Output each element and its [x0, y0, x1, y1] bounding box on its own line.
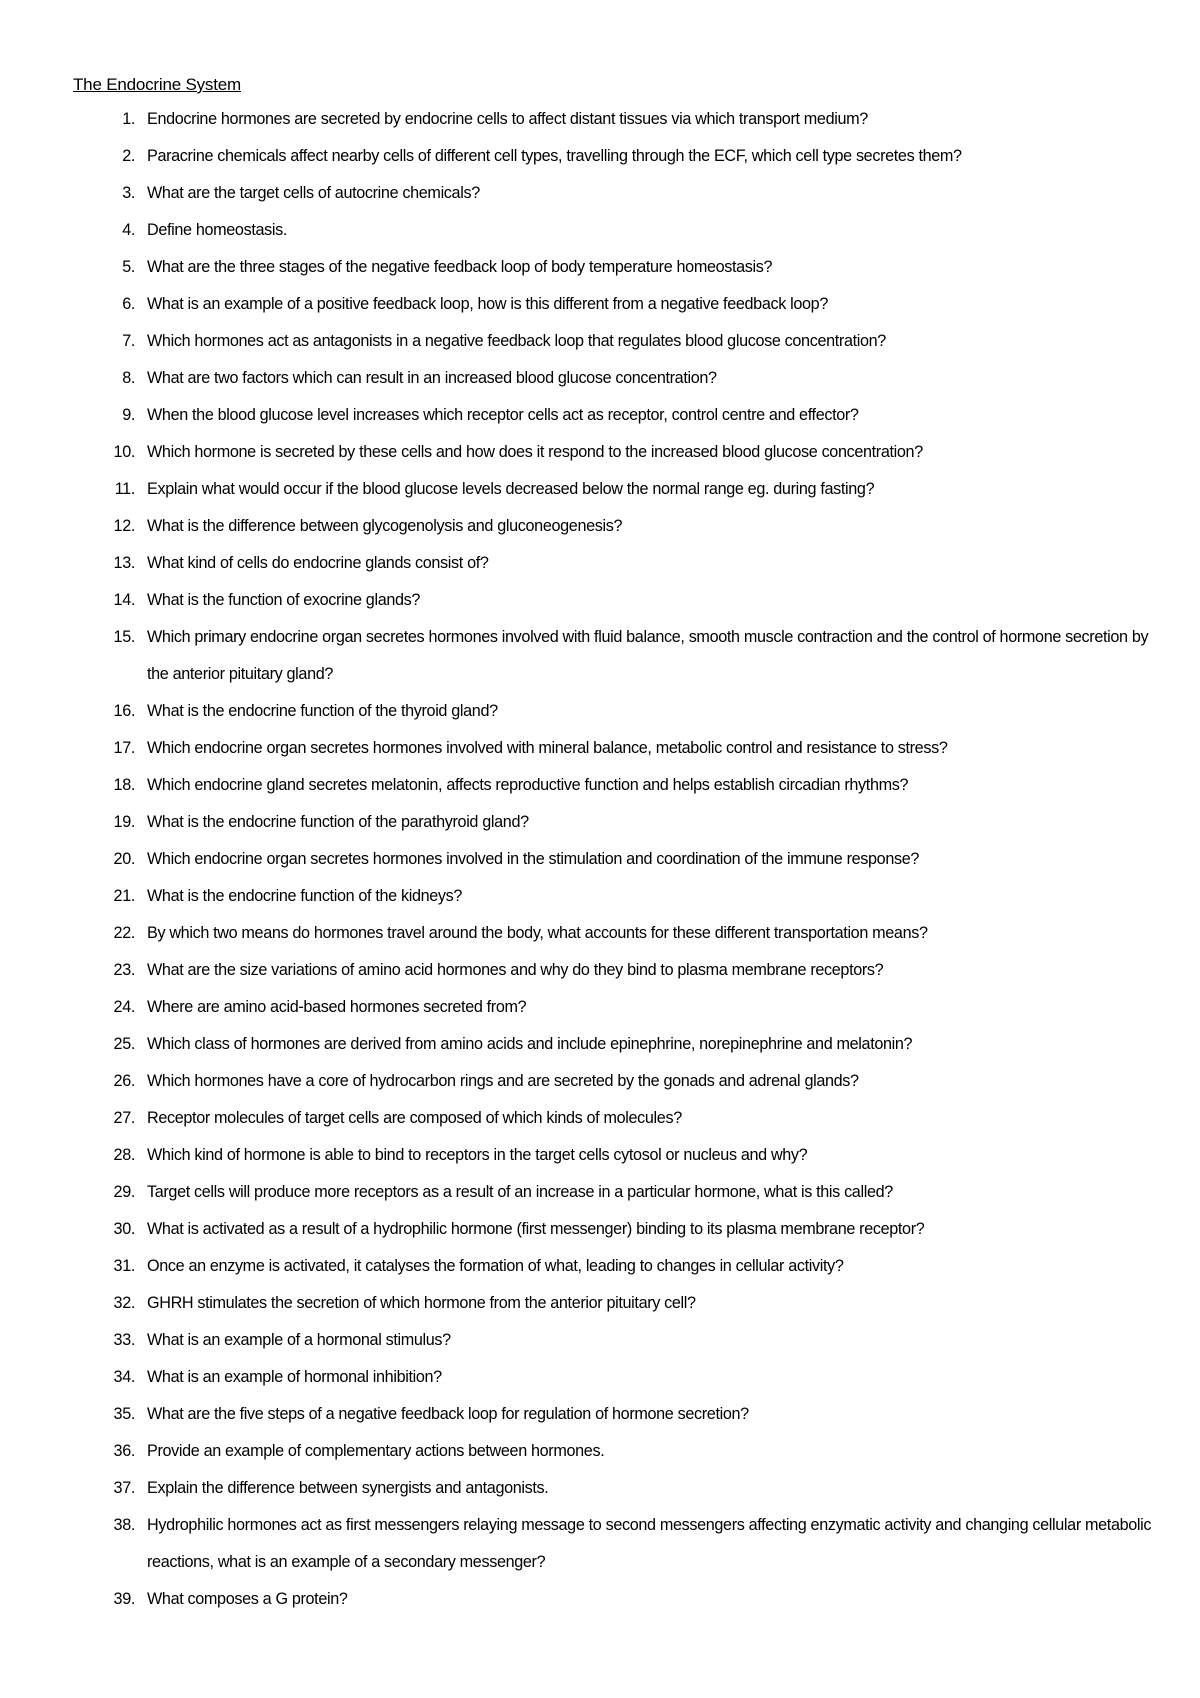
question-text: What are the five steps of a negative feedback loop for regulation of hormone secretion? — [147, 1405, 749, 1423]
question-number: 11. — [114, 480, 135, 498]
question-number: 26. — [113, 1072, 135, 1090]
question-number: 5. — [122, 258, 135, 276]
question-item — [73, 878, 1160, 915]
question-number: 29. — [113, 1183, 135, 1201]
question-item — [73, 212, 1160, 249]
question-number: 3. — [122, 184, 135, 202]
question-number: 31. — [113, 1257, 135, 1275]
question-number: 2. — [122, 147, 135, 165]
question-number: 21. — [113, 887, 135, 905]
question-text: What are the size variations of amino acid hormones and why do they bind to plasma membrane receptors? — [147, 961, 884, 979]
question-number: 6. — [122, 295, 135, 313]
question-item — [73, 508, 1160, 545]
question-text: What is an example of a hormonal stimulus? — [147, 1331, 451, 1349]
question-text: What are the three stages of the negative feedback loop of body temperature homeostasis? — [147, 258, 773, 276]
question-number: 38. — [113, 1516, 135, 1534]
question-item — [73, 804, 1160, 841]
question-text: Provide an example of complementary actions between hormones. — [147, 1442, 605, 1460]
question-number: 27. — [113, 1109, 135, 1127]
question-text: What is the difference between glycogenolysis and gluconeogenesis? — [147, 517, 623, 535]
question-number: 12. — [113, 517, 135, 535]
question-item — [73, 101, 1160, 138]
question-item — [73, 767, 1160, 804]
question-item — [73, 1100, 1160, 1137]
question-text: Explain what would occur if the blood glucose levels decreased below the normal range eg. during fasting? — [147, 480, 875, 498]
question-list — [73, 101, 1160, 1618]
question-text: Endocrine hormones are secreted by endocrine cells to affect distant tissues via which transport medium? — [147, 110, 868, 128]
question-number: 9. — [122, 406, 135, 424]
question-item — [73, 397, 1160, 434]
question-item — [73, 1211, 1160, 1248]
question-item — [73, 360, 1160, 397]
question-text: Which primary endocrine organ secretes hormones involved with fluid balance, smooth muscle contraction and the control of hormone secretion by the anterior pituitary gland? — [147, 628, 1149, 683]
question-number: 28. — [113, 1146, 135, 1164]
question-text: Which kind of hormone is able to bind to receptors in the target cells cytosol or nucleus and why? — [147, 1146, 808, 1164]
question-number: 30. — [113, 1220, 135, 1238]
question-text: Which hormone is secreted by these cells and how does it respond to the increased blood glucose concentration? — [147, 443, 923, 461]
question-text: GHRH stimulates the secretion of which hormone from the anterior pituitary cell? — [147, 1294, 696, 1312]
question-number: 20. — [113, 850, 135, 868]
question-text: Which class of hormones are derived from amino acids and include epinephrine, norepinephrine and melatonin? — [147, 1035, 913, 1053]
question-item — [73, 1285, 1160, 1322]
question-text: Receptor molecules of target cells are composed of which kinds of molecules? — [147, 1109, 682, 1127]
question-number: 10. — [113, 443, 135, 461]
question-item — [73, 582, 1160, 619]
question-number: 4. — [122, 221, 135, 239]
question-number: 13. — [113, 554, 135, 572]
question-item — [73, 175, 1160, 212]
question-item — [73, 138, 1160, 175]
question-number: 1. — [122, 110, 135, 128]
question-text: Which endocrine organ secretes hormones involved with mineral balance, metabolic control and resistance to stress? — [147, 739, 948, 757]
question-item — [73, 286, 1160, 323]
question-number: 18. — [113, 776, 135, 794]
question-text: Which endocrine organ secretes hormones involved in the stimulation and coordination of the immune response? — [147, 850, 920, 868]
question-number: 39. — [113, 1590, 135, 1608]
question-text: Which hormones have a core of hydrocarbon rings and are secreted by the gonads and adrenal glands? — [147, 1072, 859, 1090]
question-item — [73, 1322, 1160, 1359]
question-text: What are two factors which can result in an increased blood glucose concentration? — [147, 369, 717, 387]
question-item — [73, 1359, 1160, 1396]
question-item — [73, 952, 1160, 989]
question-item — [73, 619, 1160, 693]
question-item — [73, 841, 1160, 878]
question-number: 8. — [122, 369, 135, 387]
question-number: 23. — [113, 961, 135, 979]
question-item — [73, 249, 1160, 286]
question-text: By which two means do hormones travel around the body, what accounts for these different transportation means? — [147, 924, 928, 942]
question-text: What are the target cells of autocrine chemicals? — [147, 184, 480, 202]
question-text: Target cells will produce more receptors as a result of an increase in a particular hormone, what is this called? — [147, 1183, 893, 1201]
document-title: The Endocrine System — [73, 75, 241, 94]
question-text: What kind of cells do endocrine glands consist of? — [147, 554, 489, 572]
question-item — [73, 1581, 1160, 1618]
question-number: 15. — [113, 628, 135, 646]
question-number: 16. — [113, 702, 135, 720]
question-text: Once an enzyme is activated, it catalyses the formation of what, leading to changes in cellular activity? — [147, 1257, 844, 1275]
question-item — [73, 1026, 1160, 1063]
question-text: Paracrine chemicals affect nearby cells of different cell types, travelling through the ECF, which cell type secretes them? — [147, 147, 962, 165]
question-number: 17. — [113, 739, 135, 757]
question-text: What is the function of exocrine glands? — [147, 591, 421, 609]
question-number: 36. — [113, 1442, 135, 1460]
question-text: What is the endocrine function of the parathyroid gland? — [147, 813, 529, 831]
question-item — [73, 1433, 1160, 1470]
question-item — [73, 693, 1160, 730]
question-number: 19. — [113, 813, 135, 831]
question-text: Define homeostasis. — [147, 221, 288, 239]
question-item — [73, 1063, 1160, 1100]
question-number: 35. — [113, 1405, 135, 1423]
question-item — [73, 1470, 1160, 1507]
question-text: Explain the difference between synergists and antagonists. — [147, 1479, 549, 1497]
question-item — [73, 1507, 1160, 1581]
question-item — [73, 545, 1160, 582]
question-item — [73, 915, 1160, 952]
question-item — [73, 1137, 1160, 1174]
question-number: 22. — [113, 924, 135, 942]
question-number: 34. — [113, 1368, 135, 1386]
question-number: 33. — [113, 1331, 135, 1349]
question-text: What composes a G protein? — [147, 1590, 348, 1608]
question-item — [73, 1248, 1160, 1285]
question-item — [73, 434, 1160, 471]
question-number: 37. — [113, 1479, 135, 1497]
question-text: What is an example of a positive feedback loop, how is this different from a negative feedback loop? — [147, 295, 828, 313]
question-item — [73, 471, 1160, 508]
question-item — [73, 1396, 1160, 1433]
question-number: 14. — [113, 591, 135, 609]
question-text: What is the endocrine function of the kidneys? — [147, 887, 463, 905]
question-item — [73, 323, 1160, 360]
question-text: Which hormones act as antagonists in a negative feedback loop that regulates blood glucose concentration? — [147, 332, 886, 350]
question-item — [73, 989, 1160, 1026]
question-item — [73, 730, 1160, 767]
question-text: When the blood glucose level increases which receptor cells act as receptor, control centre and effector? — [147, 406, 859, 424]
question-number: 24. — [113, 998, 135, 1016]
question-item — [73, 1174, 1160, 1211]
question-text: What is activated as a result of a hydrophilic hormone (first messenger) binding to its plasma membrane receptor? — [147, 1220, 925, 1238]
question-text: Where are amino acid-based hormones secreted from? — [147, 998, 527, 1016]
question-number: 25. — [113, 1035, 135, 1053]
question-text: Which endocrine gland secretes melatonin, affects reproductive function and helps establish circadian rhythms? — [147, 776, 909, 794]
question-text: What is the endocrine function of the thyroid gland? — [147, 702, 498, 720]
question-text: Hydrophilic hormones act as first messengers relaying message to second messengers affecting enzymatic activity and changing cellular metabolic reactions, what is an example of a secondary messenger? — [147, 1516, 1152, 1571]
question-number: 32. — [113, 1294, 135, 1312]
question-text: What is an example of hormonal inhibition? — [147, 1368, 442, 1386]
question-number: 7. — [122, 332, 135, 350]
